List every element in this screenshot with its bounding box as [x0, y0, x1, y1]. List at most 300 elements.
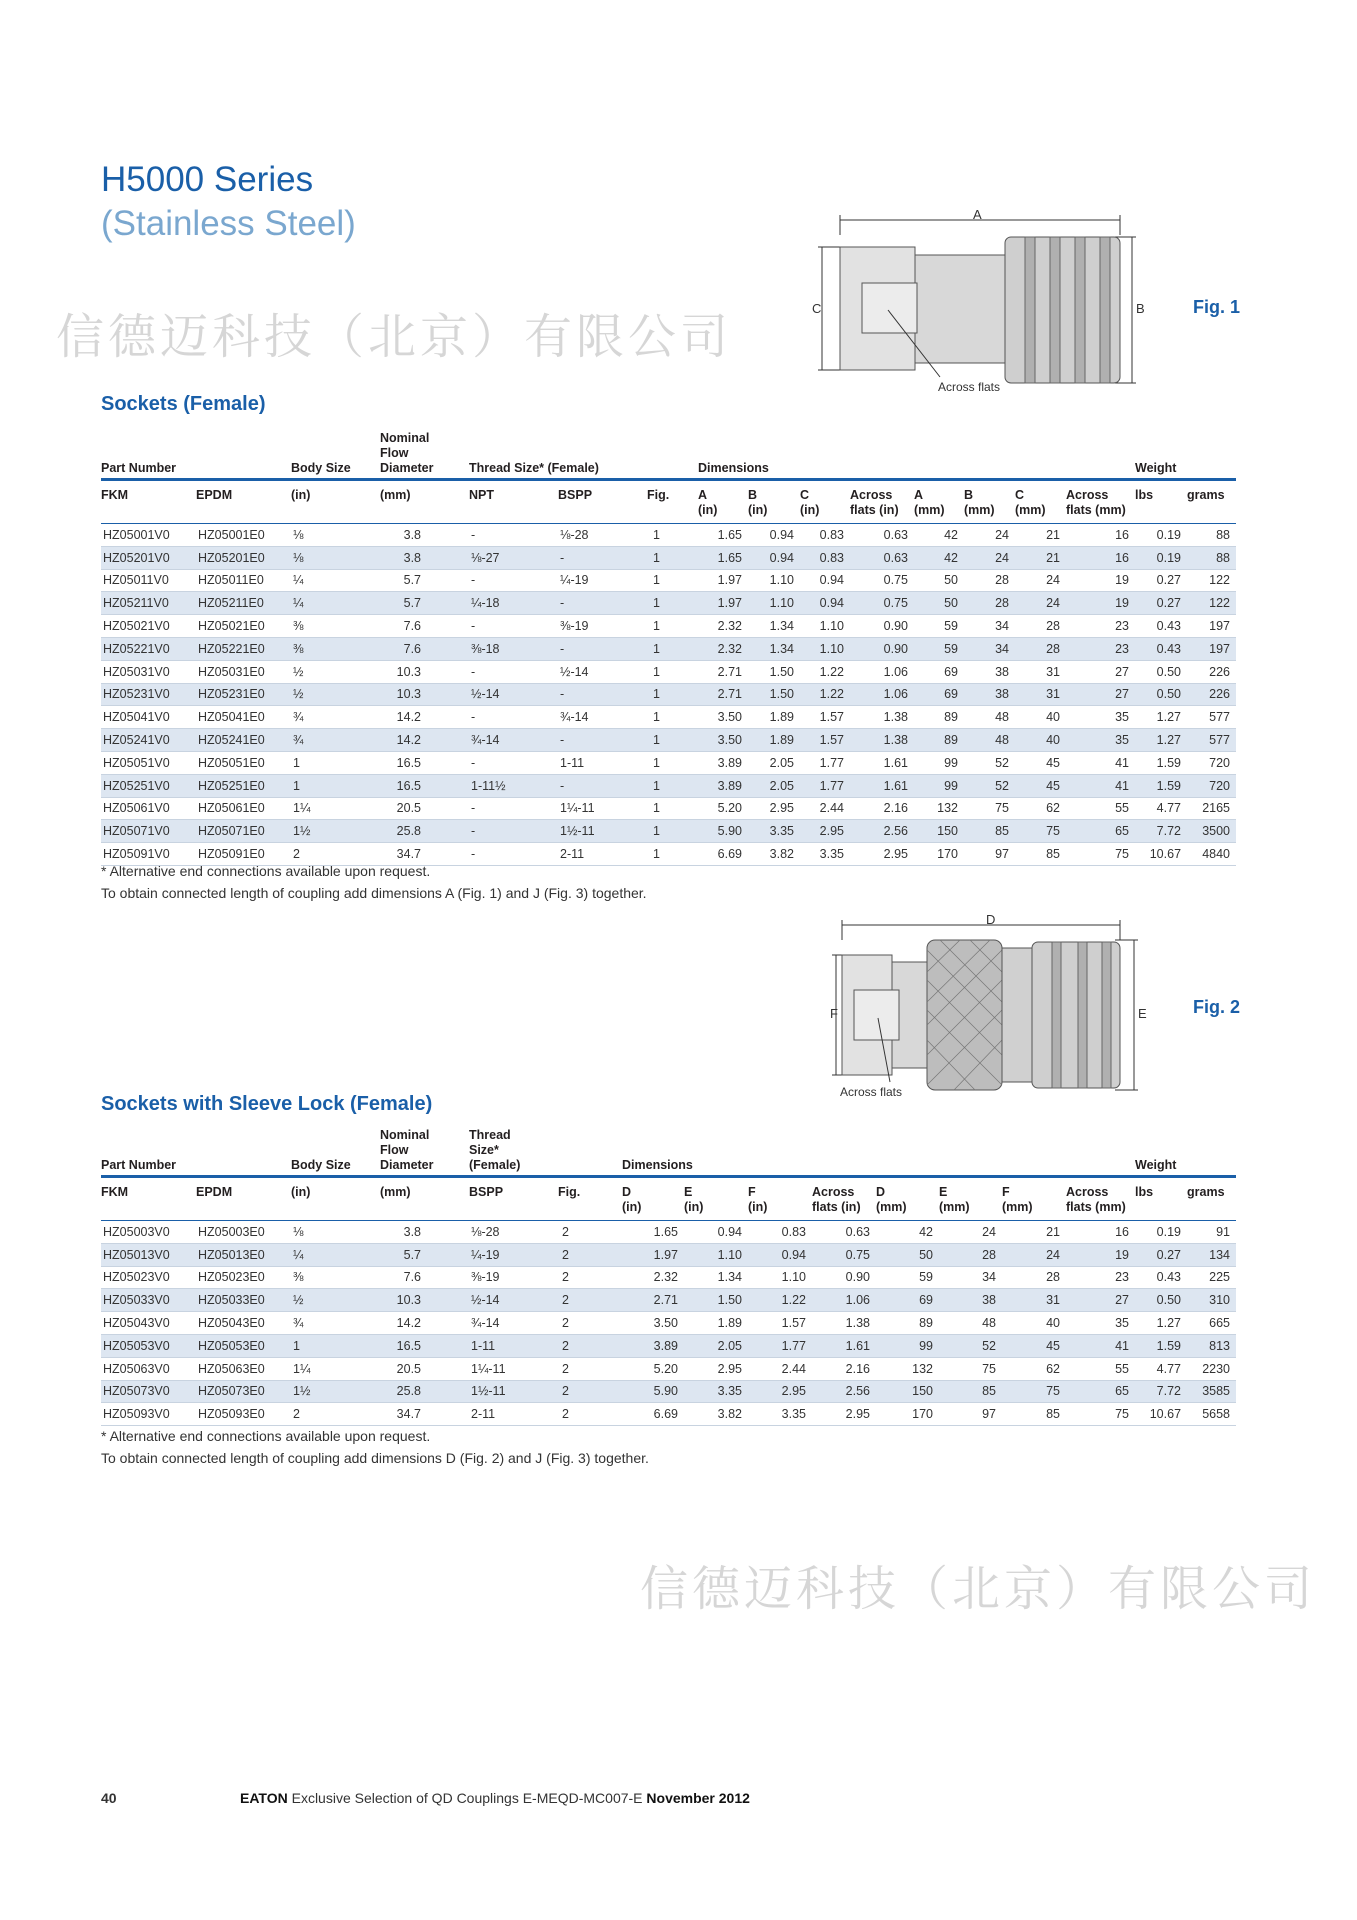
table2-cell: 52 [939, 1334, 1002, 1357]
table2-cell: 2.32 [622, 1266, 684, 1289]
table2-cell: 19 [1066, 1243, 1135, 1266]
table1-cell: HZ05021V0 [101, 615, 196, 638]
table1-cell: 5.20 [698, 797, 748, 820]
table1-cell: 1 [647, 706, 698, 729]
table2-cell: 813 [1187, 1334, 1236, 1357]
table2-cell: 170 [876, 1403, 939, 1426]
table1-cell: HZ05061E0 [196, 797, 291, 820]
table1-cell: ¼-18 [469, 592, 558, 615]
table2-cell: 40 [1002, 1312, 1066, 1335]
table2-cell: 2 [291, 1403, 380, 1426]
t1-hdr-c-mm: C (mm) [1015, 488, 1046, 517]
table1-cell: 1.50 [748, 660, 800, 683]
table1-cell: HZ05201E0 [196, 546, 291, 569]
table1-cell: 3.8 [380, 524, 469, 546]
table1-cell: - [469, 569, 558, 592]
table1-cell: ¾ [291, 729, 380, 752]
table2-cell: 45 [1002, 1334, 1066, 1357]
table1-cell: 1.61 [850, 774, 914, 797]
table1-cell: 2.44 [800, 797, 850, 820]
table1-cell: 1.65 [698, 546, 748, 569]
table2-row [101, 1380, 1236, 1403]
table2-row [101, 1221, 1236, 1243]
footer-text [240, 1790, 750, 1806]
table1-cell: HZ05231V0 [101, 683, 196, 706]
table1-cell: 16.5 [380, 751, 469, 774]
table1-cell: 24 [964, 524, 1015, 546]
t2-hdr-part-number: Part Number [101, 1158, 177, 1172]
table1-cell: 5.7 [380, 569, 469, 592]
table2-cell: 1.57 [748, 1312, 812, 1335]
table2-cell: HZ05073V0 [101, 1380, 196, 1403]
t2-hdr-dimensions: Dimensions [622, 1158, 693, 1172]
table1-cell: 52 [964, 751, 1015, 774]
t1-hdr-af-mm: Across flats (mm) [1066, 488, 1126, 517]
table1-cell: 150 [914, 820, 964, 843]
table1-cell: 197 [1187, 637, 1236, 660]
t1-hdr-body-in: (in) [291, 488, 311, 502]
table2-cell: ¾ [291, 1312, 380, 1335]
table2-cell: 20.5 [380, 1357, 469, 1380]
table1-cell: 0.27 [1135, 569, 1187, 592]
table1-cell: 122 [1187, 592, 1236, 615]
table2-cell: 38 [939, 1289, 1002, 1312]
table2-cell: HZ05033E0 [196, 1289, 291, 1312]
table1-cell: ¾ [291, 706, 380, 729]
table1-note-2: To obtain connected length of coupling add dimensions A (Fig. 1) and J (Fig. 3) together. [101, 885, 647, 901]
table2-cell: 2 [558, 1266, 622, 1289]
table1-cell: 3.8 [380, 546, 469, 569]
table2-cell: HZ05063V0 [101, 1357, 196, 1380]
table1-cell: 31 [1015, 683, 1066, 706]
table1-cell: 27 [1066, 660, 1135, 683]
table2-cell: 59 [876, 1266, 939, 1289]
table2-cell: 1½-11 [469, 1380, 558, 1403]
table2-cell: 1.50 [684, 1289, 748, 1312]
table1-cell: ½-14 [558, 660, 647, 683]
table2-title: Sockets with Sleeve Lock (Female) [101, 1093, 433, 1115]
fig1-label: Fig. 1 [1193, 297, 1241, 317]
table1-cell: 7.72 [1135, 820, 1187, 843]
table1-cell: 21 [1015, 546, 1066, 569]
table2-cell: 1.10 [748, 1266, 812, 1289]
table1-cell: 132 [914, 797, 964, 820]
footer-brand: EATON [240, 1790, 288, 1806]
table1-cell: ⅛-27 [469, 546, 558, 569]
table1-cell: 3.89 [698, 751, 748, 774]
table2-cell: 2.95 [684, 1357, 748, 1380]
table1-cell: 10.3 [380, 660, 469, 683]
table1-cell: 24 [1015, 592, 1066, 615]
t2-hdr-weight: Weight [1135, 1158, 1177, 1172]
t2-hdr-epdm: EPDM [196, 1185, 233, 1199]
table1-cell: 1.10 [800, 637, 850, 660]
table1-cell: 3.35 [800, 843, 850, 866]
table1-cell: - [469, 660, 558, 683]
table1-cell: 65 [1066, 820, 1135, 843]
table1-cell: 5.90 [698, 820, 748, 843]
table1-cell: 2-11 [558, 843, 647, 866]
table1-cell: 40 [1015, 706, 1066, 729]
table1-cell: 0.90 [850, 615, 914, 638]
table1-cell: ¼ [291, 592, 380, 615]
table2-cell: 3.35 [748, 1403, 812, 1426]
table2-cell: 3.82 [684, 1403, 748, 1426]
table1-cell: - [469, 524, 558, 546]
table2-cell: 35 [1066, 1312, 1135, 1335]
fig2-dim-e: E [1138, 1006, 1147, 1021]
table1-cell: 2.71 [698, 683, 748, 706]
table1-cell: HZ05051V0 [101, 751, 196, 774]
table1-cell: HZ05071E0 [196, 820, 291, 843]
table1-cell: 1 [647, 729, 698, 752]
table1-row [101, 706, 1236, 729]
table2-cell: 2.44 [748, 1357, 812, 1380]
table2-cell: 2 [558, 1334, 622, 1357]
table1-cell: ⅛ [291, 524, 380, 546]
table1-cell: 16 [1066, 524, 1135, 546]
t2-hdr-e-mm: E (mm) [939, 1185, 970, 1214]
footer-publication: Exclusive Selection of QD Couplings E-MEQD-MC007-E [291, 1790, 643, 1806]
table1-cell: 42 [914, 524, 964, 546]
table2-cell: HZ05003E0 [196, 1221, 291, 1243]
table1-cell: 1 [647, 524, 698, 546]
table1-cell: 1.10 [748, 592, 800, 615]
table1-cell: 21 [1015, 524, 1066, 546]
table1-cell: 99 [914, 774, 964, 797]
table1-cell: 1.61 [850, 751, 914, 774]
table1-cell: - [558, 637, 647, 660]
fig2-across-flats: Across flats [840, 1085, 903, 1099]
table1-cell: 720 [1187, 751, 1236, 774]
table1-cell: 1¼ [291, 797, 380, 820]
table1-cell: 3.50 [698, 706, 748, 729]
table1-cell: - [469, 706, 558, 729]
t2-hdr-bspp: BSPP [469, 1185, 504, 1199]
t1-hdr-epdm: EPDM [196, 488, 233, 502]
table2-cell: 75 [1066, 1403, 1135, 1426]
table1-cell: 24 [1015, 569, 1066, 592]
table2-cell: 1.34 [684, 1266, 748, 1289]
table2-cell: 7.72 [1135, 1380, 1187, 1403]
table2-cell: 3.35 [684, 1380, 748, 1403]
t2-hdr-af-in: Across flats (in) [812, 1185, 861, 1214]
t2-hdr-f-in: F (in) [748, 1185, 768, 1214]
table1-cell: 1 [647, 774, 698, 797]
table1-cell: 1.10 [748, 569, 800, 592]
table2-cell: 2.56 [812, 1380, 876, 1403]
table2-cell: 5658 [1187, 1403, 1236, 1426]
table1-cell: 0.83 [800, 546, 850, 569]
table2-cell: 1.59 [1135, 1334, 1187, 1357]
table1-cell: 41 [1066, 774, 1135, 797]
table1-cell: 1-11 [558, 751, 647, 774]
t2-rule-top [101, 1175, 1236, 1178]
table1-cell: 75 [1015, 820, 1066, 843]
table1-cell: - [558, 546, 647, 569]
table2-cell: HZ05063E0 [196, 1357, 291, 1380]
table2-cell: 50 [876, 1243, 939, 1266]
table2-cell: 31 [1002, 1289, 1066, 1312]
table2-cell: 1.65 [622, 1221, 684, 1243]
table1-cell: 45 [1015, 774, 1066, 797]
table2-cell: 3.8 [380, 1221, 469, 1243]
table2-cell: ⅛ [291, 1221, 380, 1243]
table2-cell: 1.77 [748, 1334, 812, 1357]
table1-row [101, 660, 1236, 683]
table2-cell: ½ [291, 1289, 380, 1312]
table2-cell: HZ05023E0 [196, 1266, 291, 1289]
t2-hdr-e-in: E (in) [684, 1185, 704, 1214]
table2-cell: 85 [1002, 1403, 1066, 1426]
fig1-dim-b: B [1136, 301, 1145, 316]
table2-cell: 1.89 [684, 1312, 748, 1335]
table1-cell: 59 [914, 637, 964, 660]
table1-cell: 28 [964, 569, 1015, 592]
table1-cell: 88 [1187, 546, 1236, 569]
table1-cell: 1 [291, 774, 380, 797]
table2-cell: 14.2 [380, 1312, 469, 1335]
table2-cell: 2 [558, 1357, 622, 1380]
table2-note-1: * Alternative end connections available upon request. [101, 1428, 431, 1444]
table2-cell: 16.5 [380, 1334, 469, 1357]
t2-hdr-body-in: (in) [291, 1185, 311, 1199]
table2-cell: ½-14 [469, 1289, 558, 1312]
table2-cell: 41 [1066, 1334, 1135, 1357]
t1-rule-top [101, 478, 1236, 481]
table2-cell: HZ05053E0 [196, 1334, 291, 1357]
table1-row [101, 637, 1236, 660]
table2-cell: 25.8 [380, 1380, 469, 1403]
table1-cell: 4.77 [1135, 797, 1187, 820]
table2-cell: 1.38 [812, 1312, 876, 1335]
table1-cell: 226 [1187, 660, 1236, 683]
table1-title: Sockets (Female) [101, 393, 266, 415]
table2-cell: 3585 [1187, 1380, 1236, 1403]
table1-cell: 1.27 [1135, 706, 1187, 729]
table2-cell: HZ05003V0 [101, 1221, 196, 1243]
table1-cell: 75 [964, 797, 1015, 820]
t1-hdr-b-mm: B (mm) [964, 488, 995, 517]
table2-cell: HZ05013E0 [196, 1243, 291, 1266]
table1-cell: HZ05091V0 [101, 843, 196, 866]
table1-cell: 1½-11 [558, 820, 647, 843]
table2-cell: 0.94 [748, 1243, 812, 1266]
table1-cell: 0.43 [1135, 637, 1187, 660]
table1-cell: 1.97 [698, 592, 748, 615]
table2-cell: 34.7 [380, 1403, 469, 1426]
t1-hdr-a-mm: A (mm) [914, 488, 945, 517]
table2 [101, 1221, 1236, 1426]
table2-cell: HZ05033V0 [101, 1289, 196, 1312]
table1-cell: 85 [964, 820, 1015, 843]
fig1-drawing [810, 205, 1150, 395]
table1-cell: 1½ [291, 820, 380, 843]
table2-cell: 2 [558, 1380, 622, 1403]
table2-cell: 5.20 [622, 1357, 684, 1380]
table2-cell: 134 [1187, 1243, 1236, 1266]
page-title: H5000 Series [101, 160, 314, 199]
table1-cell: 35 [1066, 729, 1135, 752]
table1-cell: HZ05001E0 [196, 524, 291, 546]
table1-row [101, 774, 1236, 797]
table2-cell: 2 [558, 1289, 622, 1312]
t2-hdr-af-mm: Across flats (mm) [1066, 1185, 1126, 1214]
table1-cell: 0.27 [1135, 592, 1187, 615]
table1-cell: 1 [647, 637, 698, 660]
table2-cell: 4.77 [1135, 1357, 1187, 1380]
table1-cell: ⅜ [291, 615, 380, 638]
table1-cell: 28 [1015, 615, 1066, 638]
table2-cell: 91 [1187, 1221, 1236, 1243]
table2-cell: 62 [1002, 1357, 1066, 1380]
table1-cell: 3.82 [748, 843, 800, 866]
table1-cell: 1.38 [850, 706, 914, 729]
table2-cell: ¼-19 [469, 1243, 558, 1266]
table1-cell: 48 [964, 729, 1015, 752]
table1-cell: 40 [1015, 729, 1066, 752]
table1-cell: 1.89 [748, 706, 800, 729]
table2-cell: 0.90 [812, 1266, 876, 1289]
table2-cell: 7.6 [380, 1266, 469, 1289]
t1-hdr-thread-size: Thread Size* (Female) [469, 461, 599, 475]
table1-cell: 38 [964, 660, 1015, 683]
table1-cell: 0.63 [850, 546, 914, 569]
table1-cell: 50 [914, 592, 964, 615]
table1-cell: 1.50 [748, 683, 800, 706]
table1-cell: 1.59 [1135, 751, 1187, 774]
table1-cell: HZ05241V0 [101, 729, 196, 752]
table2-cell: 3.89 [622, 1334, 684, 1357]
table1-cell: 1 [647, 546, 698, 569]
table1-cell: 1.89 [748, 729, 800, 752]
table1-cell: HZ05071V0 [101, 820, 196, 843]
table1-cell: 0.50 [1135, 660, 1187, 683]
table2-cell: 1¼-11 [469, 1357, 558, 1380]
table1-cell: ⅜ [291, 637, 380, 660]
table2-cell: ⅜-19 [469, 1266, 558, 1289]
table1-cell: 1.65 [698, 524, 748, 546]
table1-cell: HZ05031V0 [101, 660, 196, 683]
table1 [101, 524, 1236, 866]
t1-hdr-a-in: A (in) [698, 488, 718, 517]
table1-cell: 0.63 [850, 524, 914, 546]
table1-cell: HZ05001V0 [101, 524, 196, 546]
table2-cell: 42 [876, 1221, 939, 1243]
table1-row [101, 524, 1236, 546]
table1-cell: 1.77 [800, 751, 850, 774]
table2-cell: 89 [876, 1312, 939, 1335]
table1-cell: 1 [647, 751, 698, 774]
table1-cell: - [469, 797, 558, 820]
table1-cell: 89 [914, 729, 964, 752]
t2-hdr-d-mm: D (mm) [876, 1185, 907, 1214]
table1-cell: 3.35 [748, 820, 800, 843]
table1-cell: - [558, 774, 647, 797]
table1-cell: 0.50 [1135, 683, 1187, 706]
table2-row [101, 1334, 1236, 1357]
table2-cell: 5.90 [622, 1380, 684, 1403]
table1-cell: 7.6 [380, 637, 469, 660]
table2-cell: 5.7 [380, 1243, 469, 1266]
t1-hdr-npt: NPT [469, 488, 494, 502]
table2-cell: 28 [1002, 1266, 1066, 1289]
fig1-dim-a: A [973, 207, 982, 222]
table2-cell: HZ05013V0 [101, 1243, 196, 1266]
table2-cell: 27 [1066, 1289, 1135, 1312]
table1-row [101, 820, 1236, 843]
table2-cell: 150 [876, 1380, 939, 1403]
table2-cell: 75 [1002, 1380, 1066, 1403]
table1-cell: 42 [914, 546, 964, 569]
table1-cell: 69 [914, 660, 964, 683]
table1-cell: 75 [1066, 843, 1135, 866]
table1-cell: 0.94 [748, 546, 800, 569]
t1-hdr-c-in: C (in) [800, 488, 820, 517]
table2-cell: 1½ [291, 1380, 380, 1403]
table1-cell: 0.19 [1135, 524, 1187, 546]
t2-hdr-grams: grams [1187, 1185, 1225, 1199]
table1-cell: 38 [964, 683, 1015, 706]
table1-cell: HZ05221V0 [101, 637, 196, 660]
table2-cell: 16 [1066, 1221, 1135, 1243]
table1-cell: 1.59 [1135, 774, 1187, 797]
table1-cell: ⅛ [291, 546, 380, 569]
page-subtitle: (Stainless Steel) [101, 204, 356, 243]
table2-cell: 48 [939, 1312, 1002, 1335]
t1-hdr-mm: (mm) [380, 488, 411, 502]
table1-cell: ½ [291, 683, 380, 706]
table1-cell: ½ [291, 660, 380, 683]
table2-cell: ¾-14 [469, 1312, 558, 1335]
table2-cell: 3.50 [622, 1312, 684, 1335]
table1-cell: 1-11½ [469, 774, 558, 797]
t2-hdr-fkm: FKM [101, 1185, 129, 1199]
table2-cell: HZ05043E0 [196, 1312, 291, 1335]
table2-cell: 2230 [1187, 1357, 1236, 1380]
table1-cell: 99 [914, 751, 964, 774]
t2-hdr-thread-size: Thread Size* (Female) [469, 1128, 521, 1172]
table1-cell: 1 [647, 615, 698, 638]
table1-cell: 28 [964, 592, 1015, 615]
table2-cell: 0.83 [748, 1221, 812, 1243]
table1-cell: HZ05231E0 [196, 683, 291, 706]
table1-cell: 1 [647, 683, 698, 706]
table1-cell: HZ05201V0 [101, 546, 196, 569]
table1-row [101, 751, 1236, 774]
table2-cell: 1.61 [812, 1334, 876, 1357]
table1-cell: 2.05 [748, 751, 800, 774]
table2-cell: 23 [1066, 1266, 1135, 1289]
table1-cell: 1 [647, 660, 698, 683]
table1-cell: 31 [1015, 660, 1066, 683]
t1-hdr-part-number: Part Number [101, 461, 177, 475]
table2-cell: 2.71 [622, 1289, 684, 1312]
t2-hdr-f-mm: F (mm) [1002, 1185, 1033, 1214]
t1-hdr-fkm: FKM [101, 488, 129, 502]
table1-cell: 1 [647, 820, 698, 843]
table1-cell: 48 [964, 706, 1015, 729]
table2-cell: HZ05093V0 [101, 1403, 196, 1426]
fig1-dim-c: C [812, 301, 822, 316]
table2-cell: 10.67 [1135, 1403, 1187, 1426]
table1-cell: ½-14 [469, 683, 558, 706]
table1-cell: 2.71 [698, 660, 748, 683]
table1-cell: HZ05211V0 [101, 592, 196, 615]
table1-cell: 3500 [1187, 820, 1236, 843]
table1-cell: ¾-14 [469, 729, 558, 752]
table1-cell: ¼ [291, 569, 380, 592]
